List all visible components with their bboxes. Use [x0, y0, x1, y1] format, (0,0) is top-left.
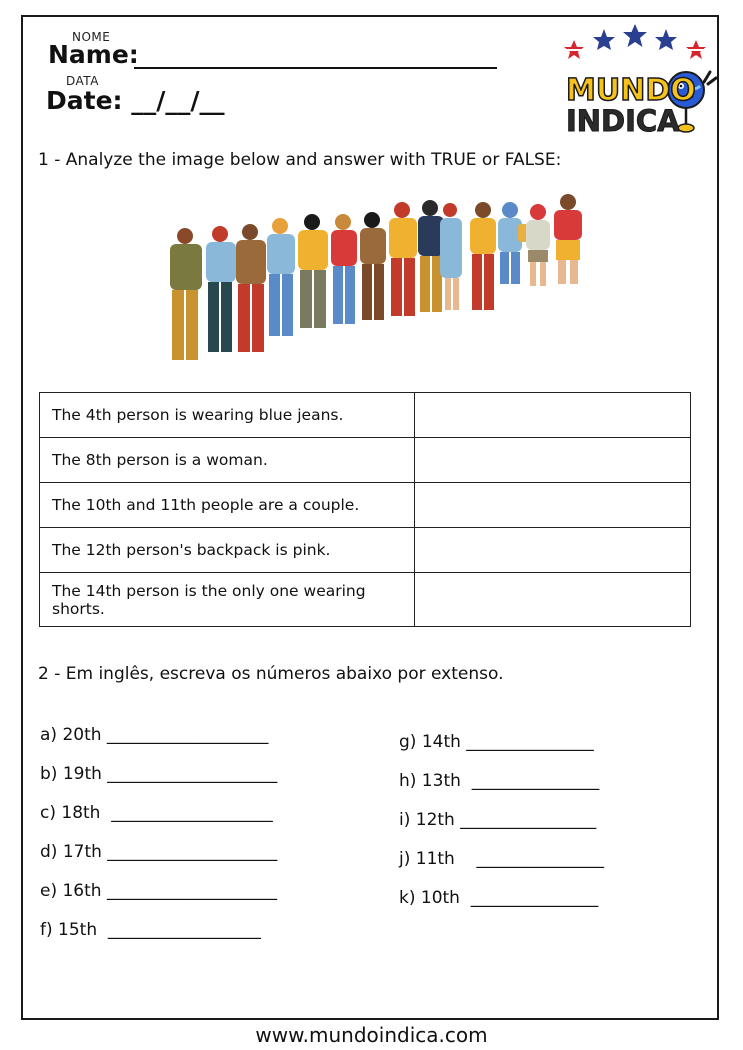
person-10 — [440, 203, 462, 310]
person-5 — [298, 214, 328, 328]
exercise-item-k[interactable]: k) 10th _______________ — [399, 888, 599, 908]
answer-cell[interactable] — [415, 528, 691, 573]
footer-url[interactable]: www.mundoindica.com — [255, 1023, 488, 1047]
answer-cell[interactable] — [415, 573, 691, 627]
answer-cell[interactable] — [415, 393, 691, 438]
exercise-item-j[interactable]: j) 11th _______________ — [399, 849, 604, 869]
table-row — [40, 393, 691, 438]
nome-label: NOME — [72, 30, 111, 44]
table-row — [40, 528, 691, 573]
person-4 — [267, 218, 295, 336]
person-13 — [526, 204, 550, 286]
logo-text-mundo: MUNDO — [566, 73, 696, 108]
data-label: DATA — [66, 74, 99, 88]
answer-cell[interactable] — [415, 483, 691, 528]
name-label: Name: — [48, 40, 139, 69]
statement-cell: The 4th person is wearing blue jeans. — [40, 393, 415, 438]
person-7 — [360, 212, 386, 320]
exercise-item-d[interactable]: d) 17th ____________________ — [40, 842, 278, 862]
exercise-item-h[interactable]: h) 13th _______________ — [399, 771, 600, 791]
table-row — [40, 573, 691, 627]
exercise-item-c[interactable]: c) 18th ___________________ — [40, 803, 273, 823]
section1-title: 1 - Analyze the image below and answer with TRUE or FALSE: — [38, 150, 562, 170]
mundo-indica-logo — [558, 24, 718, 136]
date-field[interactable]: Date: __/__/__ — [46, 86, 225, 115]
person-3 — [236, 224, 266, 352]
person-2 — [206, 226, 236, 352]
exercise-item-f[interactable]: f) 15th __________________ — [40, 920, 261, 940]
exercise-item-b[interactable]: b) 19th ____________________ — [40, 764, 278, 784]
exercise-item-i[interactable]: i) 12th ________________ — [399, 810, 597, 830]
statement-cell: The 12th person's backpack is pink. — [40, 528, 415, 573]
stars-decoration — [562, 24, 708, 59]
statement-cell: The 8th person is a woman. — [40, 438, 415, 483]
people-in-line-illustration — [140, 190, 590, 370]
table-row — [40, 483, 691, 528]
exercise-item-e[interactable]: e) 16th ____________________ — [40, 881, 277, 901]
person-1 — [170, 228, 202, 360]
person-6 — [331, 214, 357, 324]
answer-cell[interactable] — [415, 438, 691, 483]
table-row — [40, 438, 691, 483]
logo-text-indica: INDICA — [566, 104, 680, 136]
section2-title: 2 - Em inglês, escreva os números abaixo por extenso. — [38, 664, 504, 684]
true-false-table — [39, 392, 691, 627]
person-11 — [470, 202, 496, 310]
name-input-line[interactable] — [134, 67, 497, 69]
person-12 — [498, 202, 528, 284]
exercise-item-g[interactable]: g) 14th _______________ — [399, 732, 594, 752]
person-14 — [554, 194, 582, 284]
exercise-item-a[interactable]: a) 20th ___________________ — [40, 725, 269, 745]
statement-cell: The 10th and 11th people are a couple. — [40, 483, 415, 528]
person-8 — [389, 202, 417, 316]
statement-cell: The 14th person is the only one wearing shorts. — [40, 573, 415, 627]
